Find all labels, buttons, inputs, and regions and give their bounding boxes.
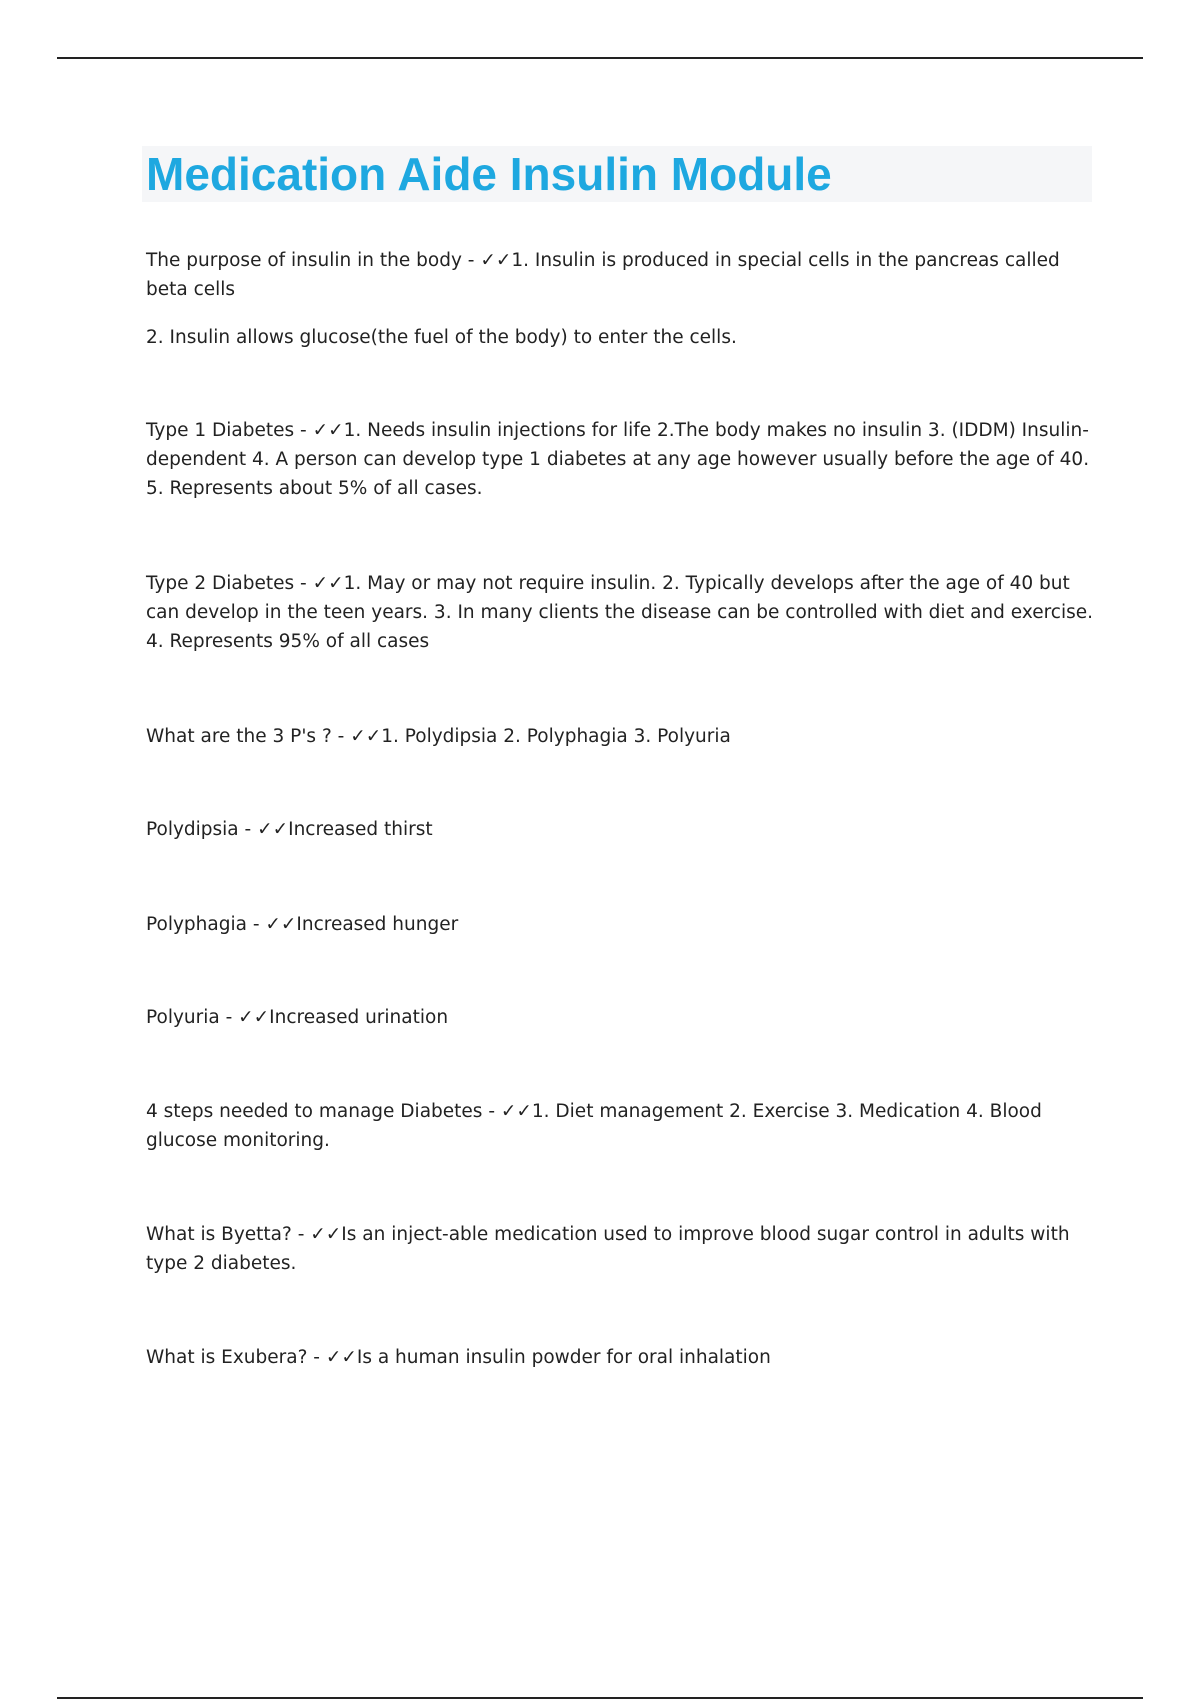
question-text: Polydipsia bbox=[146, 819, 239, 840]
answer-text: Is an inject-able medication used to improve blood sugar control in adults with type 2 diabetes. bbox=[146, 1224, 1070, 1274]
question-text: Polyphagia bbox=[146, 914, 247, 935]
question-text: What is Exubera? bbox=[146, 1347, 308, 1368]
qa-entry-type1-diabetes bbox=[146, 416, 1096, 503]
answer-text: 1. Diet management 2. Exercise 3. Medication 4. Blood glucose monitoring. bbox=[146, 1101, 1042, 1151]
question-text: What is Byetta? bbox=[146, 1224, 292, 1245]
check-mark-icon: ✓✓ bbox=[312, 420, 344, 441]
separator: - bbox=[331, 726, 351, 747]
answer-text: Is a human insulin powder for oral inhalation bbox=[356, 1347, 771, 1368]
qa-entry-insulin-purpose-continuation bbox=[146, 323, 1096, 352]
separator: - bbox=[482, 1101, 501, 1122]
qa-entry-manage-diabetes bbox=[146, 1097, 1096, 1155]
answer-text: 1. Needs insulin injections for life 2.The body makes no insulin 3. (IDDM) Insulin-dependent 4. A person can develop type 1 diabetes at any age however usually before the age of 40. 5. Represents about 5% of all cases. bbox=[146, 420, 1090, 499]
check-mark-icon: ✓✓ bbox=[480, 250, 512, 271]
separator: - bbox=[461, 250, 481, 271]
qa-entry-type2-diabetes bbox=[146, 569, 1096, 656]
title-banner bbox=[142, 146, 1092, 202]
qa-entry-three-ps bbox=[146, 722, 1096, 751]
check-mark-icon: ✓✓ bbox=[310, 1224, 342, 1245]
answer-continuation-text: 2. Insulin allows glucose(the fuel of the body) to enter the cells. bbox=[146, 327, 737, 348]
check-mark-icon: ✓✓ bbox=[312, 573, 344, 594]
check-mark-icon: ✓✓ bbox=[325, 1347, 357, 1368]
qa-entry-polyphagia bbox=[146, 910, 1096, 939]
question-text: Type 2 Diabetes bbox=[146, 573, 295, 594]
separator: - bbox=[291, 1224, 311, 1245]
answer-text: Increased thirst bbox=[288, 819, 433, 840]
question-text: 4 steps needed to manage Diabetes bbox=[146, 1101, 483, 1122]
check-mark-icon: ✓✓ bbox=[238, 1007, 270, 1028]
question-text: Type 1 Diabetes bbox=[146, 420, 295, 441]
check-mark-icon: ✓✓ bbox=[265, 914, 297, 935]
top-rule bbox=[57, 57, 1143, 59]
question-text: Polyuria bbox=[146, 1007, 220, 1028]
answer-text: Increased hunger bbox=[296, 914, 459, 935]
separator: - bbox=[294, 420, 313, 441]
separator: - bbox=[294, 573, 313, 594]
check-mark-icon: ✓✓ bbox=[500, 1101, 532, 1122]
separator: - bbox=[307, 1347, 326, 1368]
separator: - bbox=[238, 819, 258, 840]
qa-entry-polydipsia bbox=[146, 815, 1096, 844]
bottom-rule bbox=[57, 1697, 1143, 1699]
qa-entry-exubera bbox=[146, 1343, 1096, 1372]
document-title: Medication Aide Insulin Module bbox=[146, 148, 832, 200]
answer-text: 1. Insulin is produced in special cells in the pancreas called beta cells bbox=[146, 250, 1060, 300]
separator: - bbox=[219, 1007, 239, 1028]
question-text: The purpose of insulin in the body bbox=[146, 250, 462, 271]
qa-entry-polyuria bbox=[146, 1003, 1096, 1032]
answer-text: Increased urination bbox=[269, 1007, 449, 1028]
question-text: What are the 3 P's ? bbox=[146, 726, 332, 747]
qa-entry-byetta bbox=[146, 1220, 1096, 1278]
answer-text: 1. Polydipsia 2. Polyphagia 3. Polyuria bbox=[381, 726, 731, 747]
answer-text: 1. May or may not require insulin. 2. Typically develops after the age of 40 but can develop in the teen years. 3. In many clients the disease can be controlled with diet and exercise. 4. Represents 95% of all cases bbox=[146, 573, 1093, 652]
separator: - bbox=[246, 914, 266, 935]
qa-entry-insulin-purpose bbox=[146, 246, 1096, 304]
check-mark-icon: ✓✓ bbox=[257, 819, 289, 840]
check-mark-icon: ✓✓ bbox=[350, 726, 382, 747]
